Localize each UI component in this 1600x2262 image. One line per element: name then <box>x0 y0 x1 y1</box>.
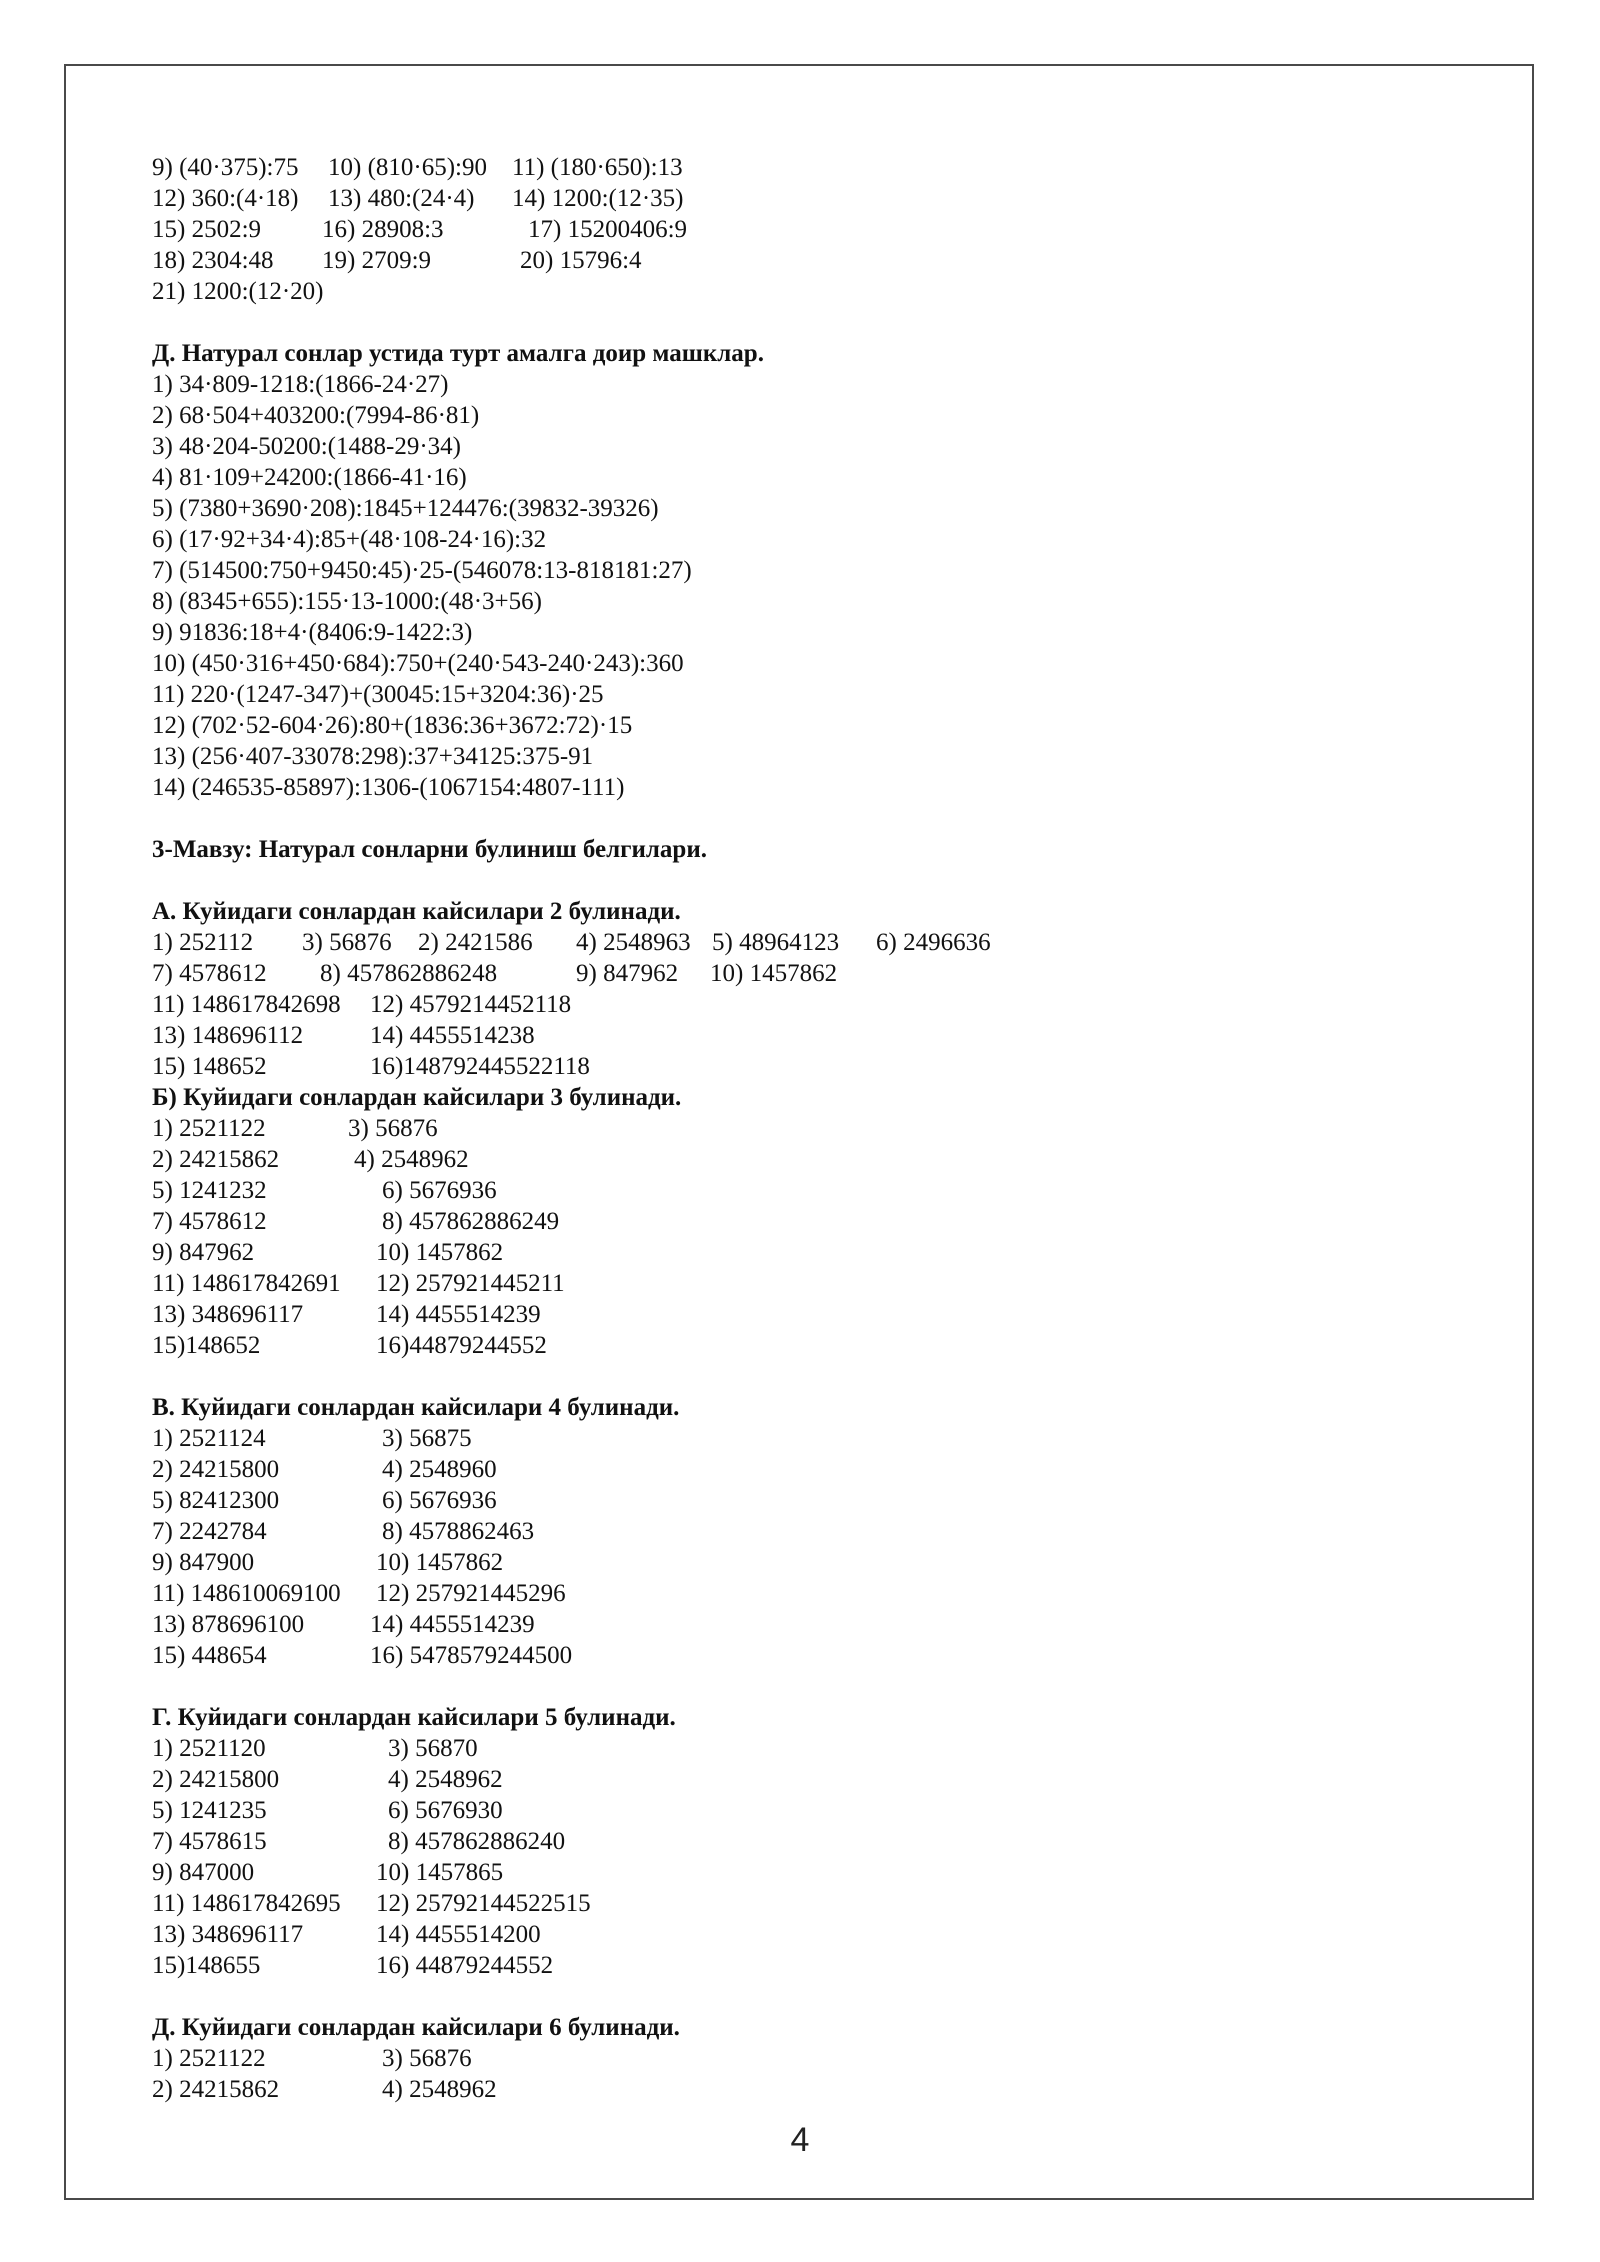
topic-title: 3-Мавзу: Натурал сонларни булиниш белгилари. <box>152 836 707 863</box>
exercise-item: 4) 81·109+24200:(1866-41·16) <box>152 464 467 491</box>
exercise-row <box>152 1237 1452 1268</box>
exercise-row <box>152 1547 1452 1578</box>
exercise-item: 5) (7380+3690·208):1845+124476:(39832-39326) <box>152 495 659 522</box>
exercise-item: 1) 2521122 <box>152 1115 266 1142</box>
exercise-row <box>152 245 1452 276</box>
exercise-item: 16)44879244552 <box>376 1332 547 1359</box>
exercise-row <box>152 1485 1452 1516</box>
exercise-item: 15) 148652 <box>152 1053 267 1080</box>
exercise-item: 5) 82412300 <box>152 1487 280 1514</box>
exercise-item: 9) 847900 <box>152 1549 255 1576</box>
section-heading: В. Куйидаги сонлардан кайсилари 4 булинади. <box>152 1394 680 1421</box>
exercise-item: 16) 5478579244500 <box>370 1642 573 1669</box>
exercise-item: 6) 5676930 <box>388 1797 503 1824</box>
exercise-item: 15)148652 <box>152 1332 261 1359</box>
page-number: 4 <box>790 2121 810 2159</box>
spacer <box>152 1671 1452 1702</box>
exercise-item: 1) 252112 <box>152 929 254 956</box>
exercise-item: 3) 56875 <box>382 1425 472 1452</box>
exercise-item: 9) 847962 <box>576 960 679 987</box>
exercise-row <box>152 927 1452 958</box>
exercise-item: 2) 24215862 <box>152 1146 280 1173</box>
exercise-item: 11) 148617842691 <box>152 1270 341 1297</box>
section-heading: Г. Куйидаги сонлардан кайсилари 5 булинади. <box>152 1704 676 1731</box>
exercise-item: 3) 48·204-50200:(1488-29·34) <box>152 433 461 460</box>
exercise-row <box>152 1516 1452 1547</box>
exercise-row <box>152 1950 1452 1981</box>
exercise-item: 10) 1457865 <box>376 1859 504 1886</box>
exercise-item: 15) 2502:9 <box>152 216 262 243</box>
exercise-item: 8) (8345+655):155·13-1000:(48·3+56) <box>152 588 542 615</box>
exercise-item: 14) 1200:(12·35) <box>512 185 684 212</box>
exercise-item: 10) 1457862 <box>376 1239 504 1266</box>
exercise-item: 3) 56876 <box>302 929 392 956</box>
exercise-item: 7) 4578612 <box>152 1208 267 1235</box>
exercise-item: 10) (450·316+450·684):750+(240·543-240·243):360 <box>152 650 684 677</box>
exercise-item: 16) 44879244552 <box>376 1952 554 1979</box>
exercise-row <box>152 2043 1452 2074</box>
exercise-item: 2) 68·504+403200:(7994-86·81) <box>152 402 480 429</box>
exercise-item: 9) 847000 <box>152 1859 255 1886</box>
exercise-row <box>152 1454 1452 1485</box>
spacer <box>152 1981 1452 2012</box>
exercise-item: 13) 148696112 <box>152 1022 304 1049</box>
exercise-row <box>152 1578 1452 1609</box>
exercise-row <box>152 1051 1452 1082</box>
exercise-item: 12) (702·52-604·26):80+(1836:36+3672:72)·15 <box>152 712 633 739</box>
exercise-item: 15)148655 <box>152 1952 261 1979</box>
exercise-row <box>152 1888 1452 1919</box>
exercise-row <box>152 1020 1452 1051</box>
exercise-item: 10) 1457862 <box>710 960 838 987</box>
exercise-row <box>152 1175 1452 1206</box>
exercise-item: 18) 2304:48 <box>152 247 274 274</box>
exercise-item: 11) 220·(1247-347)+(30045:15+3204:36)·25 <box>152 681 604 708</box>
exercise-item: 2) 24215800 <box>152 1766 280 1793</box>
exercise-item: 21) 1200:(12·20) <box>152 278 324 305</box>
exercise-row <box>152 989 1452 1020</box>
exercise-item: 11) 148610069100 <box>152 1580 341 1607</box>
exercise-item: 20) 15796:4 <box>520 247 642 274</box>
exercise-item: 13) 348696117 <box>152 1301 304 1328</box>
exercise-item: 3) 56870 <box>388 1735 478 1762</box>
exercise-row <box>152 1733 1452 1764</box>
exercise-item: 16) 28908:3 <box>322 216 444 243</box>
exercise-row <box>152 1826 1452 1857</box>
exercise-item: 2) 24215862 <box>152 2076 280 2103</box>
exercise-item: 9) 847962 <box>152 1239 255 1266</box>
exercise-item: 4) 2548960 <box>382 1456 497 1483</box>
exercise-item: 7) 2242784 <box>152 1518 267 1545</box>
exercise-item: 14) 4455514239 <box>370 1611 535 1638</box>
exercise-row <box>152 276 1452 307</box>
exercise-item: 16)148792445522118 <box>370 1053 590 1080</box>
exercise-row <box>152 1113 1452 1144</box>
exercise-item: 5) 1241232 <box>152 1177 267 1204</box>
exercise-item: 12) 257921445211 <box>376 1270 565 1297</box>
exercise-item: 6) 5676936 <box>382 1177 497 1204</box>
exercise-item: 12) 257921445296 <box>376 1580 566 1607</box>
exercise-item: 6) 5676936 <box>382 1487 497 1514</box>
exercise-item: 7) 4578612 <box>152 960 267 987</box>
exercise-item: 5) 1241235 <box>152 1797 267 1824</box>
spacer <box>152 307 1452 338</box>
exercise-item: 8) 4578862463 <box>382 1518 535 1545</box>
exercise-item: 7) (514500:750+9450:45)·25-(546078:13-818181:27) <box>152 557 692 584</box>
exercise-item: 15) 448654 <box>152 1642 267 1669</box>
exercise-item: 11) (180·650):13 <box>512 154 683 181</box>
exercise-item: 8) 457862886248 <box>320 960 498 987</box>
section-heading: Д. Куйидаги сонлардан кайсилари 6 булинади. <box>152 2014 680 2041</box>
exercise-item: 12) 25792144522515 <box>376 1890 591 1917</box>
exercise-item: 5) 48964123 <box>712 929 840 956</box>
exercise-item: 9) (40·375):75 <box>152 154 299 181</box>
exercise-row <box>152 214 1452 245</box>
exercise-row <box>152 1206 1452 1237</box>
exercise-row <box>152 1268 1452 1299</box>
exercise-item: 1) 2521120 <box>152 1735 266 1762</box>
exercise-row <box>152 1764 1452 1795</box>
exercise-row <box>152 1857 1452 1888</box>
exercise-row <box>152 1144 1452 1175</box>
exercise-item: 19) 2709:9 <box>322 247 432 274</box>
exercise-item: 10) (810·65):90 <box>328 154 487 181</box>
exercise-item: 13) (256·407-33078:298):37+34125:375-91 <box>152 743 594 770</box>
exercise-item: 11) 148617842695 <box>152 1890 341 1917</box>
exercise-item: 2) 2421586 <box>418 929 533 956</box>
exercise-item: 13) 480:(24·4) <box>328 185 475 212</box>
exercise-item: 14) (246535-85897):1306-(1067154:4807-111) <box>152 774 625 801</box>
page-content <box>152 152 1452 2105</box>
exercise-item: 6) 2496636 <box>876 929 991 956</box>
exercise-row <box>152 1423 1452 1454</box>
exercise-item: 6) (17·92+34·4):85+(48·108-24·16):32 <box>152 526 547 553</box>
exercise-item: 11) 148617842698 <box>152 991 341 1018</box>
exercise-item: 14) 4455514238 <box>370 1022 535 1049</box>
exercise-item: 4) 2548963 <box>576 929 691 956</box>
exercise-item: 14) 4455514239 <box>376 1301 541 1328</box>
section-heading: Б) Куйидаги сонлардан кайсилари 3 булинади. <box>152 1084 682 1111</box>
exercise-item: 2) 24215800 <box>152 1456 280 1483</box>
section-heading: А. Куйидаги сонлардан кайсилари 2 булинади. <box>152 898 681 925</box>
exercise-item: 7) 4578615 <box>152 1828 267 1855</box>
exercise-item: 17) 15200406:9 <box>528 216 688 243</box>
exercise-item: 9) 91836:18+4·(8406:9-1422:3) <box>152 619 473 646</box>
section-heading: Д. Натурал сонлар устида турт амалга доир машклар. <box>152 340 764 367</box>
exercise-item: 1) 2521122 <box>152 2045 266 2072</box>
exercise-item: 12) 360:(4·18) <box>152 185 299 212</box>
exercise-item: 4) 2548962 <box>354 1146 469 1173</box>
exercise-item: 8) 457862886249 <box>382 1208 560 1235</box>
spacer <box>152 1361 1452 1392</box>
exercise-item: 3) 56876 <box>348 1115 438 1142</box>
exercise-item: 4) 2548962 <box>388 1766 503 1793</box>
exercise-item: 10) 1457862 <box>376 1549 504 1576</box>
spacer <box>152 865 1452 896</box>
exercise-item: 14) 4455514200 <box>376 1921 541 1948</box>
exercise-item: 3) 56876 <box>382 2045 472 2072</box>
exercise-row <box>152 1299 1452 1330</box>
exercise-row <box>152 152 1452 183</box>
exercise-row <box>152 1330 1452 1361</box>
exercise-row <box>152 958 1452 989</box>
exercise-item: 4) 2548962 <box>382 2076 497 2103</box>
exercise-item: 13) 878696100 <box>152 1611 305 1638</box>
exercise-item: 12) 4579214452118 <box>370 991 572 1018</box>
exercise-row <box>152 183 1452 214</box>
spacer <box>152 803 1452 834</box>
exercise-row <box>152 2074 1452 2105</box>
exercise-row <box>152 1640 1452 1671</box>
exercise-item: 8) 457862886240 <box>388 1828 566 1855</box>
exercise-row <box>152 1919 1452 1950</box>
exercise-item: 13) 348696117 <box>152 1921 304 1948</box>
exercise-item: 1) 34·809-1218:(1866-24·27) <box>152 371 449 398</box>
exercise-row <box>152 1795 1452 1826</box>
exercise-row <box>152 1609 1452 1640</box>
exercise-item: 1) 2521124 <box>152 1425 266 1452</box>
